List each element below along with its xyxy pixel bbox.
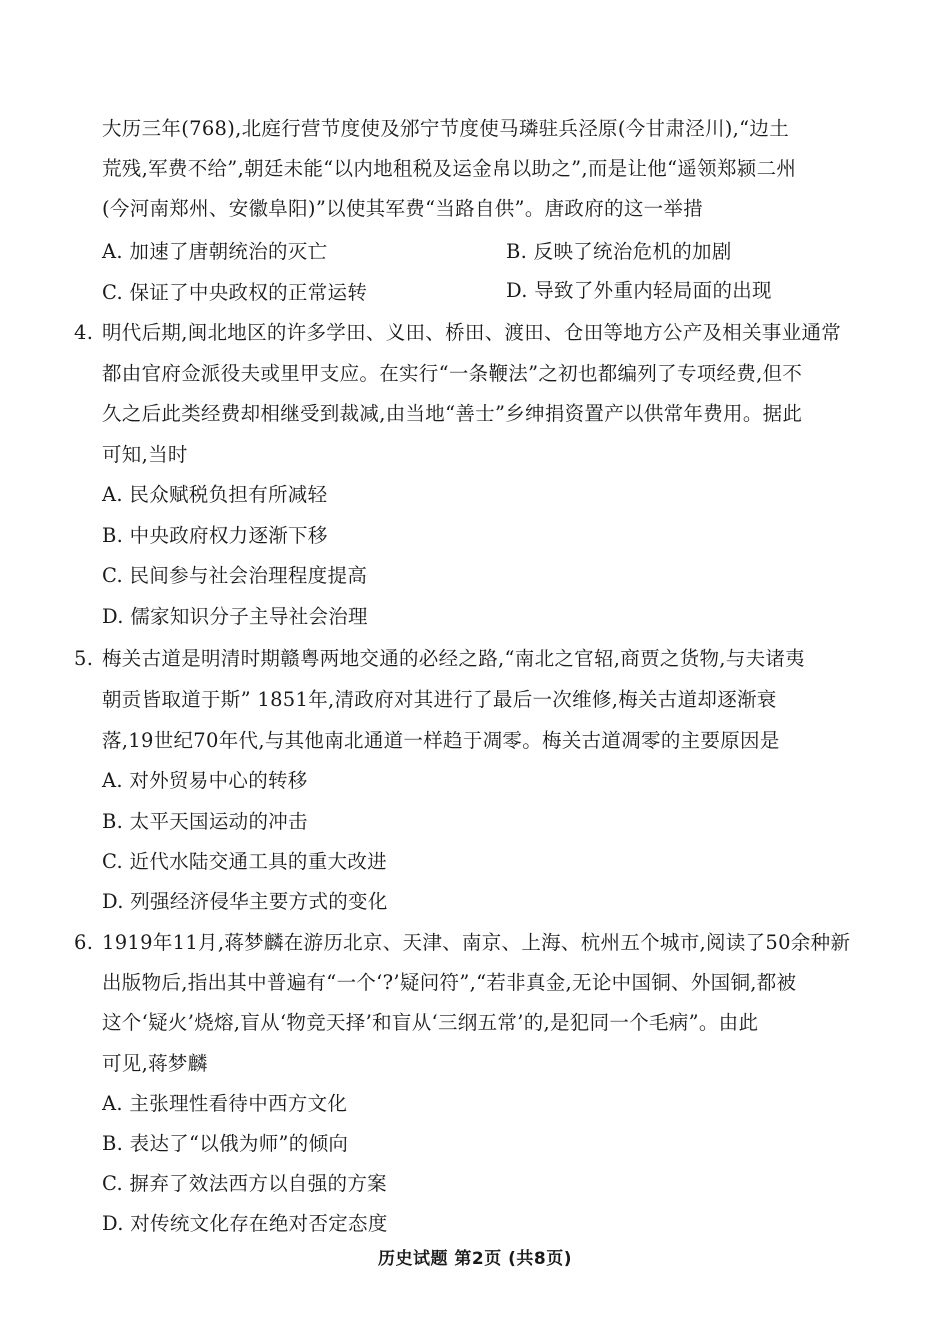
option-label: A. (102, 769, 123, 792)
option-c (102, 280, 367, 306)
option-text: 儒家知识分子主导社会治理 (130, 605, 368, 628)
option-label: D. (506, 279, 528, 302)
question-number: 6. (74, 931, 94, 954)
option-a (102, 1091, 347, 1117)
option-text: 列强经济侵华主要方式的变化 (130, 890, 388, 913)
option-label: C. (102, 281, 124, 304)
option-label: C. (102, 850, 124, 873)
option-text: 中央政府权力逐渐下移 (129, 524, 328, 547)
option-label: B. (102, 1132, 124, 1155)
option-a (102, 768, 308, 794)
question-number: 4. (74, 321, 94, 344)
option-text: 对传统文化存在绝对否定态度 (130, 1212, 388, 1235)
option-c (102, 1171, 387, 1197)
option-d (102, 1211, 388, 1237)
option-b (506, 239, 732, 265)
page-footer: 历史试题 第2页 (共8页) (377, 1249, 573, 1269)
option-label: B. (506, 240, 528, 263)
option-text: 反映了统治危机的加剧 (533, 240, 732, 263)
question-number: 5. (74, 647, 94, 670)
option-c (102, 563, 367, 589)
option-a (102, 482, 327, 508)
option-label: D. (102, 890, 124, 913)
question-stem-line: 落,19世纪70年代,与其他南北通道一样趋于凋零。梅关古道凋零的主要原因是 (102, 729, 780, 752)
option-label: A. (102, 240, 123, 263)
question-stem-line: 可见,蒋梦麟 (102, 1052, 208, 1075)
option-label: A. (102, 1092, 123, 1115)
question-stem-line: 大历三年(768),北庭行营节度使及邠宁节度使马璘驻兵泾原(今甘肃泾川),“边土 (102, 117, 790, 140)
question-stem-line: 梅关古道是明清时期赣粤两地交通的必经之路,“南北之官轺,商贾之货物,与夫诸夷 (102, 647, 805, 670)
option-label: D. (102, 605, 124, 628)
option-text: 民众赋税负担有所减轻 (129, 483, 328, 506)
option-d (102, 889, 388, 915)
option-d (506, 278, 772, 304)
option-text: 表达了“以俄为师”的倾向 (129, 1132, 349, 1155)
question-stem-line: 出版物后,指出其中普遍有“一个‘?’疑问符”,“若非真金,无论中国铜、外国铜,都被 (102, 971, 797, 994)
option-b (102, 809, 308, 835)
option-text: 近代水陆交通工具的重大改进 (129, 850, 387, 873)
option-label: C. (102, 564, 124, 587)
option-label: B. (102, 810, 124, 833)
question-stem-line: 可知,当时 (102, 443, 188, 466)
option-text: 摒弃了效法西方以自强的方案 (129, 1172, 387, 1195)
option-label: B. (102, 524, 124, 547)
option-text: 加速了唐朝统治的灭亡 (129, 240, 328, 263)
question-stem-line: 1919年11月,蒋梦麟在游历北京、天津、南京、上海、杭州五个城市,阅读了50余种新 (102, 931, 851, 954)
option-c (102, 849, 387, 875)
question-stem-line: 都由官府佥派役夫或里甲支应。在实行“一条鞭法”之初也都编列了专项经费,但不 (102, 362, 803, 385)
option-text: 对外贸易中心的转移 (129, 769, 308, 792)
option-label: C. (102, 1172, 124, 1195)
question-stem-line: 久之后此类经费却相继受到裁减,由当地“善士”乡绅捐资置产以供常年费用。据此 (102, 402, 803, 425)
option-b (102, 523, 328, 549)
question-stem-line: 明代后期,闽北地区的许多学田、义田、桥田、渡田、仓田等地方公产及相关事业通常 (102, 321, 842, 344)
option-b (102, 1131, 348, 1157)
question-stem-line: 这个‘疑火’烧熔,盲从‘物竞天择’和盲从‘三纲五常’的,是犯同一个毛病”。由此 (102, 1011, 759, 1034)
question-stem-line: 朝贡皆取道于斯” 1851年,清政府对其进行了最后一次维修,梅关古道却逐渐衰 (102, 688, 777, 711)
question-stem-line: (今河南郑州、安徽阜阳)”以使其军费“当路自供”。唐政府的这一举措 (102, 197, 704, 220)
option-label: A. (102, 483, 123, 506)
question-stem-line: 荒残,军费不给”,朝廷未能“以内地租税及运金帛以助之”,而是让他“遥领郑颍二州 (102, 157, 797, 180)
option-text: 民间参与社会治理程度提高 (129, 564, 368, 587)
option-a (102, 239, 327, 265)
option-text: 主张理性看待中西方文化 (129, 1092, 348, 1115)
option-text: 太平天国运动的冲击 (129, 810, 308, 833)
option-label: D. (102, 1212, 124, 1235)
option-text: 保证了中央政权的正常运转 (129, 281, 368, 304)
option-d (102, 604, 368, 630)
option-text: 导致了外重内轻局面的出现 (534, 279, 772, 302)
